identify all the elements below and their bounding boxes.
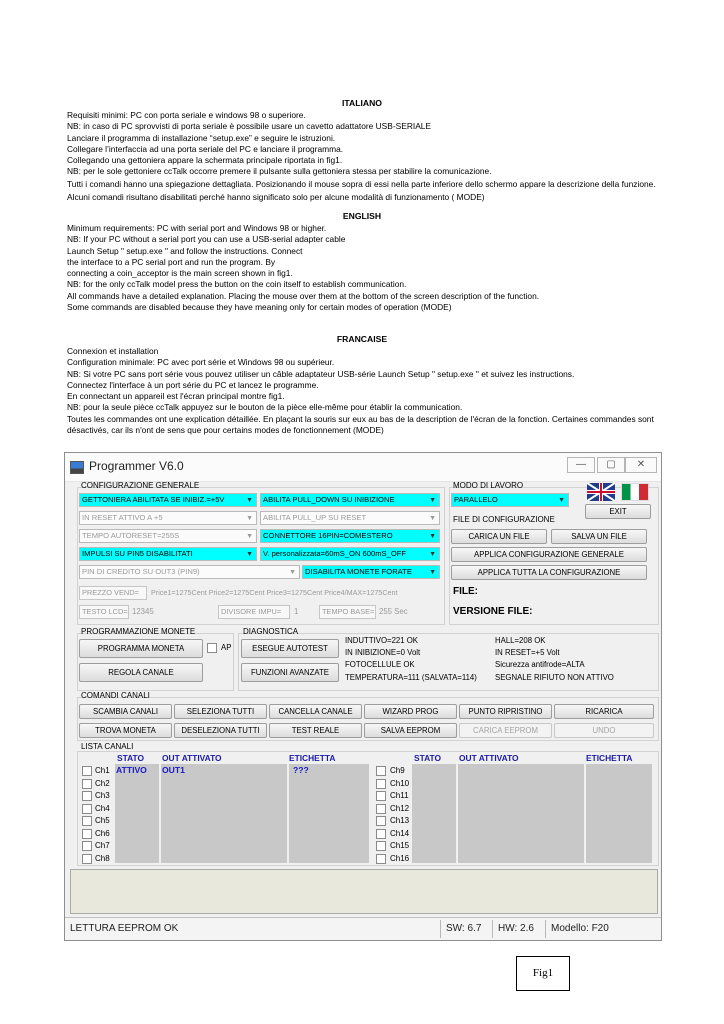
credit-pin-value: PIN DI CREDITO SU OUT3 (PIN9) bbox=[82, 567, 200, 576]
ap-label: AP bbox=[221, 643, 232, 652]
salva-file-button[interactable]: SALVA UN FILE bbox=[551, 529, 647, 544]
diag-fotocellule: FOTOCELLULE OK bbox=[345, 660, 415, 669]
chevron-down-icon: ▼ bbox=[429, 515, 436, 522]
channel-label: Ch11 bbox=[390, 791, 409, 800]
testo-lcd-button[interactable]: TESTO LCD= bbox=[79, 605, 129, 619]
scambia-canali-button[interactable]: SCAMBIA CANALI bbox=[79, 704, 172, 719]
connector-value: CONNETTORE 16PIN=COMESTERO bbox=[263, 531, 393, 540]
minimize-button[interactable]: — bbox=[567, 457, 595, 473]
pulldown-value: ABILITA PULL_DOWN SU INIBIZIONE bbox=[263, 495, 395, 504]
status-bar bbox=[65, 917, 661, 940]
chevron-down-icon: ▼ bbox=[246, 551, 253, 558]
programmer-window bbox=[64, 452, 662, 941]
heading-italiano: ITALIANO bbox=[342, 98, 382, 108]
cancella-canale-button[interactable]: CANCELLA CANALE bbox=[269, 704, 362, 719]
channel-label: Ch15 bbox=[390, 841, 410, 850]
channel-label: Ch6 bbox=[95, 828, 110, 838]
text-line: the interface to a PC serial port and run the program. By bbox=[67, 256, 276, 267]
funzioni-avanzate-button[interactable]: FUNZIONI AVANZATE bbox=[241, 663, 339, 682]
etichetta-column-right bbox=[586, 764, 652, 863]
ch1-stato: ATTIVO bbox=[116, 765, 147, 775]
file-label: FILE: bbox=[453, 586, 478, 597]
diag-inibizione: IN INIBIZIONE=0 Volt bbox=[345, 648, 421, 657]
seleziona-tutti-button[interactable]: SELEZIONA TUTTI bbox=[174, 704, 267, 719]
trova-moneta-button[interactable]: TROVA MONETA bbox=[79, 723, 172, 738]
test-reale-button[interactable]: TEST REALE bbox=[269, 723, 362, 738]
stato-header: STATO bbox=[117, 753, 144, 763]
credit-pin-select[interactable] bbox=[79, 565, 300, 579]
ch1-etichetta: ??? bbox=[293, 765, 309, 775]
channel-checkbox[interactable] bbox=[376, 816, 386, 826]
holed-coins-select[interactable] bbox=[302, 565, 440, 579]
chevron-down-icon: ▼ bbox=[429, 533, 436, 540]
channel-label: Ch8 bbox=[95, 853, 110, 863]
etichetta-header: ETICHETTA bbox=[289, 753, 336, 763]
text-line: NB: for the only ccTalk model press the button on the coin itself to establish communication. bbox=[67, 279, 407, 290]
channel-label: Ch13 bbox=[390, 816, 410, 825]
channel-checkbox[interactable] bbox=[82, 779, 92, 789]
channel-label: Ch16 bbox=[390, 853, 410, 863]
diag-temperatura: TEMPERATURA=111 (SALVATA=114) bbox=[345, 673, 477, 682]
lista-group-label: LISTA CANALI bbox=[81, 742, 134, 751]
ap-checkbox[interactable] bbox=[207, 643, 217, 653]
text-line: Connexion et installation bbox=[67, 346, 159, 356]
comandi-group-label: COMANDI CANALI bbox=[81, 691, 150, 700]
diagnostica-group-label: DIAGNOSTICA bbox=[243, 627, 299, 636]
deseleziona-tutti-button[interactable]: DESELEZIONA TUTTI bbox=[174, 723, 267, 738]
price-button[interactable]: PREZZO VEND= bbox=[79, 586, 147, 600]
divisore-value: 1 bbox=[294, 607, 299, 616]
out-header: OUT ATTIVATO bbox=[162, 753, 222, 763]
channel-checkbox[interactable] bbox=[376, 841, 386, 851]
diag-hall: HALL=208 OK bbox=[495, 636, 546, 645]
diag-rifiuto: SEGNALE RIFIUTO NON ATTIVO bbox=[495, 673, 614, 682]
applica-tutta-button[interactable]: APPLICA TUTTA LA CONFIGURAZIONE bbox=[451, 565, 647, 580]
channel-label: Ch5 bbox=[95, 816, 110, 825]
text-line: Some commands are disabled because they have meaning only for certain modes of operation (MODE) bbox=[67, 302, 452, 313]
channel-label: Ch12 bbox=[390, 803, 410, 813]
tempo-base-value: 255 Sec bbox=[379, 607, 408, 616]
channel-checkbox[interactable] bbox=[82, 766, 92, 776]
testo-lcd-value: 12345 bbox=[132, 607, 154, 616]
text-line: Launch Setup " setup.exe " and follow the instructions. Connect bbox=[67, 245, 303, 256]
status-divider bbox=[440, 920, 441, 938]
text-line: Configuration minimale: PC avec port série et Windows 98 ou supérieur. bbox=[67, 357, 335, 368]
autoreset-value: TEMPO AUTORESET=255S bbox=[82, 531, 180, 540]
text-line: NB: If your PC without a serial port you can use a USB-serial adapter cable bbox=[67, 234, 346, 245]
text-line: connecting a coin_acceptor is the main screen shown in fig1. bbox=[67, 268, 293, 279]
chevron-down-icon: ▼ bbox=[246, 533, 253, 540]
ricarica-button[interactable]: RICARICA bbox=[554, 704, 654, 719]
stato-column bbox=[115, 764, 159, 863]
tempo-base-button[interactable]: TEMPO BASE= bbox=[319, 605, 376, 619]
channel-label: Ch1 bbox=[95, 766, 110, 775]
channel-label: Ch2 bbox=[95, 778, 110, 788]
connector-select[interactable] bbox=[260, 529, 440, 543]
section-english bbox=[67, 211, 657, 313]
etichetta-column bbox=[289, 764, 369, 863]
punto-ripristino-button[interactable]: PUNTO RIPRISTINO bbox=[459, 704, 552, 719]
window-title: Programmer V6.0 bbox=[89, 459, 184, 473]
close-button[interactable]: ✕ bbox=[625, 457, 657, 473]
channel-checkbox[interactable] bbox=[376, 829, 386, 839]
text-line: Lanciare il programma di installazione “setup.exe” e seguire le istruzioni. bbox=[67, 132, 336, 143]
text-line: NB: in caso di PC sprovvisti di porta seriale è possibile usare un cavetto adattatore USB-SERIALE bbox=[67, 121, 432, 132]
section-italiano bbox=[67, 98, 657, 204]
reset-select[interactable] bbox=[79, 511, 257, 525]
speed-select[interactable] bbox=[260, 547, 440, 561]
channel-checkbox[interactable] bbox=[82, 791, 92, 801]
maximize-button[interactable]: ▢ bbox=[597, 457, 625, 473]
programmazione-group-label: PROGRAMMAZIONE MONETE bbox=[81, 627, 196, 636]
text-line: NB: per le sole gettoniere ccTalk occorre premere il pulsante sulla gettoniera stessa per stabilire la comunicazione. bbox=[67, 166, 492, 177]
speed-value: V. personalizzata=60mS_ON 600mS_OFF bbox=[263, 549, 407, 558]
english-flag-icon[interactable] bbox=[587, 483, 615, 501]
hw-version: HW: 2.6 bbox=[498, 923, 534, 934]
sw-version: SW: 6.7 bbox=[446, 923, 482, 934]
versione-file-label: VERSIONE FILE: bbox=[453, 606, 533, 617]
text-line: Tutti i comandi hanno una spiegazione dettagliata. Posizionando il mouse sopra di essi nella parte inferiore dello schermo appare la descrizione della funzione. Alcuni comandi risultano disabilitati perché hanno significato solo per alcune modalità di funzionamento ( MODE) bbox=[67, 178, 656, 202]
divisore-button[interactable]: DIVISORE IMPU= bbox=[218, 605, 290, 619]
modo-select[interactable] bbox=[451, 493, 569, 507]
text-line: Requisiti minimi: PC con porta seriale e windows 98 o superiore. bbox=[67, 110, 306, 120]
modo-group-label: MODO DI LAVORO bbox=[453, 481, 524, 490]
diag-induttivo: INDUTTIVO=221 OK bbox=[345, 636, 419, 645]
modello: Modello: F20 bbox=[551, 923, 609, 934]
figure-caption: Fig1 bbox=[516, 956, 570, 991]
status-divider bbox=[545, 920, 546, 938]
diag-reset: IN RESET=+5 Volt bbox=[495, 648, 560, 657]
channel-checkbox[interactable] bbox=[82, 829, 92, 839]
text-line: All commands have a detailed explanation. Placing the mouse over them at the bottom of the screen description of the function. bbox=[67, 290, 540, 301]
carica-eeprom-button[interactable]: CARICA EEPROM bbox=[459, 723, 552, 738]
heading-francaise: FRANCAISE bbox=[336, 334, 388, 344]
channel-checkbox[interactable] bbox=[376, 766, 386, 776]
diag-antifrode: Sicurezza antifrode=ALTA bbox=[495, 660, 585, 669]
channel-checkbox[interactable] bbox=[82, 841, 92, 851]
channel-label: Ch14 bbox=[390, 828, 410, 838]
out-header-right: OUT ATTIVATO bbox=[459, 753, 519, 763]
heading-english: ENGLISH bbox=[342, 211, 382, 221]
pullup-select[interactable] bbox=[260, 511, 440, 525]
price-values: Price1=1275Cent Price2=1275Cent Price3=1275Cent Price4/MAX=1275Cent bbox=[151, 588, 398, 597]
section-francaise bbox=[67, 334, 657, 436]
channel-checkbox[interactable] bbox=[82, 854, 92, 864]
wizard-prog-button[interactable]: WIZARD PROG bbox=[364, 704, 457, 719]
pullup-value: ABILITA PULL_UP SU RESET bbox=[263, 513, 367, 522]
text-line: Connectez l'interface à un port série du PC et lancez le programme. bbox=[67, 379, 319, 390]
programma-moneta-button[interactable]: PROGRAMMA MONETA bbox=[79, 639, 203, 658]
channel-checkbox[interactable] bbox=[376, 854, 386, 864]
stato-header-right: STATO bbox=[414, 753, 441, 763]
ch1-out: OUT1 bbox=[162, 765, 185, 775]
channel-checkbox[interactable] bbox=[82, 804, 92, 814]
chevron-down-icon: ▼ bbox=[289, 569, 296, 576]
italian-flag-icon[interactable] bbox=[621, 483, 649, 501]
chevron-down-icon: ▼ bbox=[246, 497, 253, 504]
chevron-down-icon: ▼ bbox=[558, 497, 565, 504]
inhibit-value: GETTONIERA ABILITATA SE INIBIZ.=+5V bbox=[82, 495, 225, 504]
channel-checkbox[interactable] bbox=[376, 804, 386, 814]
config-group-label: CONFIGURAZIONE GENERALE bbox=[81, 481, 200, 490]
chevron-down-icon: ▼ bbox=[246, 515, 253, 522]
app-icon bbox=[70, 461, 84, 474]
autotest-button[interactable]: ESEGUE AUTOTEST bbox=[241, 639, 339, 658]
status-divider bbox=[492, 920, 493, 938]
chevron-down-icon: ▼ bbox=[429, 569, 436, 576]
undo-button[interactable]: UNDO bbox=[554, 723, 654, 738]
out-column-right bbox=[458, 764, 584, 863]
channel-checkbox[interactable] bbox=[376, 779, 386, 789]
carica-file-button[interactable]: CARICA UN FILE bbox=[451, 529, 547, 544]
holed-coins-value: DISABILITA MONETE FORATE bbox=[305, 567, 412, 576]
applica-generale-button[interactable]: APPLICA CONFIGURAZIONE GENERALE bbox=[451, 547, 647, 562]
file-config-label: FILE DI CONFIGURAZIONE bbox=[453, 515, 555, 524]
pulses-value: IMPULSI SU PIN5 DISABILITATI bbox=[82, 549, 193, 558]
chevron-down-icon: ▼ bbox=[429, 551, 436, 558]
status-message: LETTURA EEPROM OK bbox=[70, 923, 179, 934]
pulldown-select[interactable] bbox=[260, 493, 440, 507]
title-bar bbox=[65, 453, 661, 482]
description-area bbox=[70, 869, 658, 914]
regola-canale-button[interactable]: REGOLA CANALE bbox=[79, 663, 203, 682]
etichetta-header-right: ETICHETTA bbox=[586, 753, 633, 763]
inhibit-select[interactable] bbox=[79, 493, 257, 507]
channel-label: Ch10 bbox=[390, 778, 410, 788]
out-column bbox=[161, 764, 287, 863]
text-line: Collegando una gettoniera appare la schermata principale riportata in fig1. bbox=[67, 155, 343, 166]
channel-label: Ch9 bbox=[390, 766, 405, 775]
text-line: Collegare l’interfaccia ad una porta seriale del PC e lanciare il programma. bbox=[67, 143, 344, 154]
autoreset-select[interactable] bbox=[79, 529, 257, 543]
channel-label: Ch7 bbox=[95, 841, 110, 850]
text-line: En connectant un appareil est l'écran principal montre fig1. bbox=[67, 391, 285, 402]
channel-checkbox[interactable] bbox=[82, 816, 92, 826]
channel-checkbox[interactable] bbox=[376, 791, 386, 801]
channel-label: Ch3 bbox=[95, 791, 110, 800]
text-line: NB: pour la seule pièce ccTalk appuyez sur le bouton de la pièce elle-même pour établir la communication. bbox=[67, 402, 463, 413]
text-line: Toutes les commandes ont une explication détaillée. En plaçant la souris sur eux au bas de la description de l'écran de la fonction. Certaines commandes sont désactivés, car ils n'ont de sens que pour certains modes de fonctionnement (MODE) bbox=[67, 413, 654, 436]
reset-value: IN RESET ATTIVO A +5 bbox=[82, 513, 163, 522]
modo-value: PARALLELO bbox=[454, 495, 498, 504]
exit-button[interactable]: EXIT bbox=[585, 504, 651, 519]
text-line: NB: Si votre PC sans port série vous pouvez utiliser un câble adaptateur USB-série Launch Setup " setup.exe " et suivez les instructions. bbox=[67, 368, 575, 379]
salva-eeprom-button[interactable]: SALVA EEPROM bbox=[364, 723, 457, 738]
channel-label: Ch4 bbox=[95, 803, 110, 813]
text-line: Minimum requirements: PC with serial port and Windows 98 or higher. bbox=[67, 223, 327, 233]
stato-column-right bbox=[412, 764, 456, 863]
pulses-select[interactable] bbox=[79, 547, 257, 561]
chevron-down-icon: ▼ bbox=[429, 497, 436, 504]
